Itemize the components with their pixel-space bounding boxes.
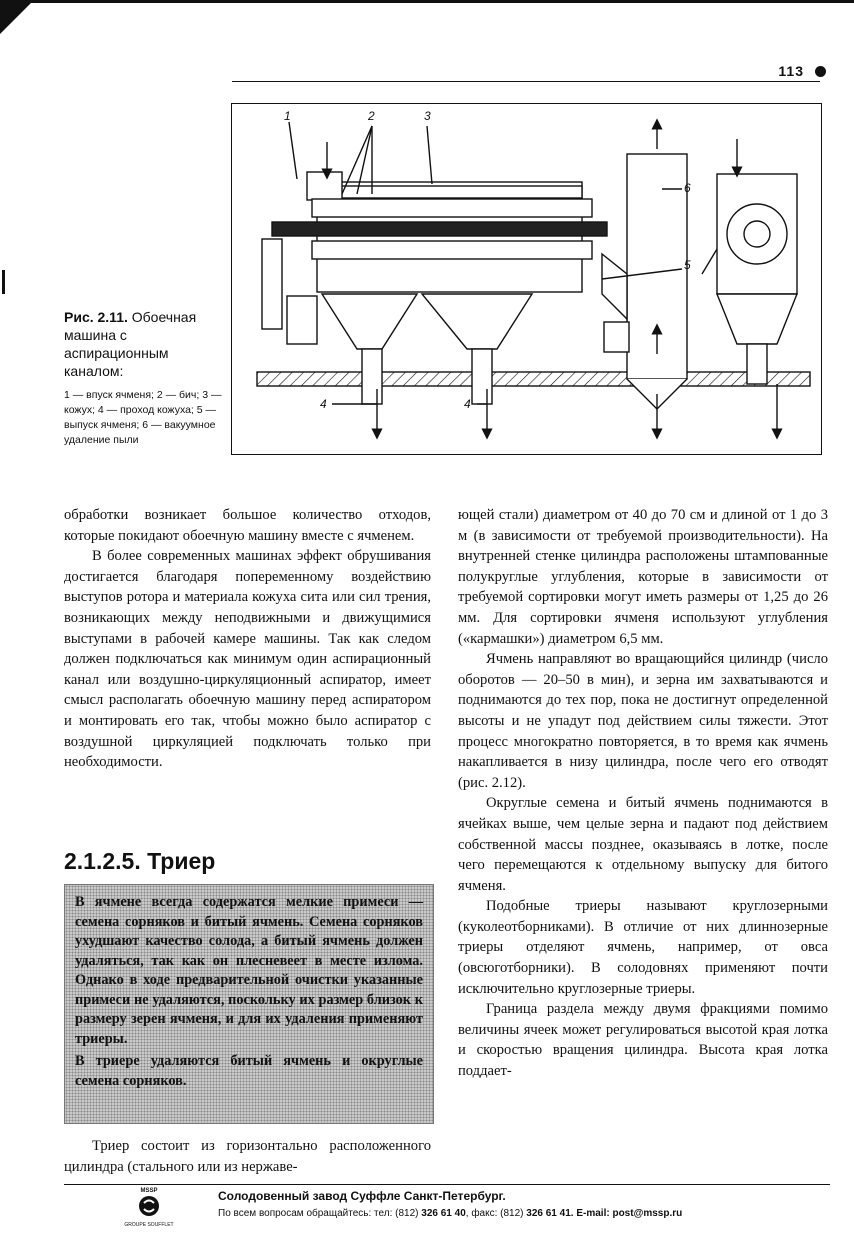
- page-number-bullet: [815, 66, 826, 77]
- section-heading: 2.1.2.5. Триер: [64, 848, 216, 874]
- paragraph: обработки возникает большое количество отходов, которые покидают обоечную машину вместе с ячменем.: [64, 507, 431, 544]
- callout-5: 5: [684, 258, 691, 272]
- paragraph: В более современных машинах эффект обрушивания достигается благодаря попеременному воздействию выступов ротора и материала кожуха сита или сил трения, возникающих между неподвижными и движущимися выступами в рабочей камере машины. Так как следом должен подключаться как минимум один аспирационный канал или воздушно-циркуляционный аспиратор, имеет смысл располагать обоечную машину перед аспиратором и монтировать его так, чтобы можно было аспиратор с воздушной циркуляцией подключать только при необходимости.: [64, 548, 431, 771]
- top-scan-edge: [0, 0, 854, 3]
- figure-caption-title: [64, 308, 224, 380]
- paragraph: Граница раздела между двумя фракциями помимо величины ячеек может регулироваться высотой края лотка и скоростью вращения цилиндра. Высота края лотка поддает-: [458, 1001, 828, 1080]
- left-column: [64, 505, 431, 773]
- callout-4a: 4: [320, 397, 327, 411]
- logo-bottom-text: GROUPE SOUFFLET: [124, 1222, 174, 1228]
- figure-legend: 1 — впуск ячменя; 2 — бич; 3 — кожух; 4 — проход кожуха; 5 — выпуск ячменя; 6 — вакуумное удаление пыли: [64, 389, 222, 446]
- footer-fax: 326 61 41: [526, 1208, 571, 1219]
- callout-6: 6: [684, 181, 691, 195]
- page-corner-mark: [0, 0, 34, 34]
- figure-2-11: [231, 103, 822, 455]
- right-column: [458, 505, 828, 1082]
- callout-2: 2: [368, 109, 375, 123]
- page-number: 113: [778, 63, 804, 79]
- hulling-machine-diagram: [232, 104, 821, 454]
- callout-1: 1: [284, 109, 291, 123]
- callout-4b: 4: [464, 397, 471, 411]
- header-rule: [232, 81, 820, 82]
- figure-caption: [64, 308, 224, 448]
- paragraph: ющей стали) диаметром от 40 до 70 см и длиной от 1 до 3 м (в зависимости от требуемой производительности). На внутренней стенке цилиндра расположены штампованные полукруглые углубления, которые в зависимости от требуемой сортировки могут иметь размеры от 1,25 до 26 мм. Для сортировки ячменя используют углубления («кармашки») диаметром 6,5 мм.: [458, 507, 828, 647]
- footer-company: Солодовенный завод Суффле Санкт-Петербург.: [218, 1189, 506, 1203]
- footer-contacts: [218, 1208, 682, 1219]
- footer-email: post@mssp.ru: [612, 1208, 683, 1219]
- paragraph: Триер состоит из горизонтально расположенного цилиндра (стального или из нержаве-: [64, 1138, 431, 1175]
- highlight-paragraph: В ячмене всегда содержатся мелкие примеси — семена сорняков и битый ячмень. Семена сорняков ухудшают качество солода, а битый ячмень должен удаляться, так как он плесневеет в месте излома. Однако в ходе предварительной очистки указанные примеси не удаляются, поскольку их размер близок к размеру зерен ячменя, и для их удаления применяют триеры.: [75, 894, 423, 1047]
- margin-mark: [2, 270, 5, 294]
- figure-label: Рис. 2.11.: [64, 309, 128, 325]
- footer-phone: 326 61 40: [421, 1208, 466, 1219]
- callout-3: 3: [424, 109, 431, 123]
- paragraph: Подобные триеры называют круглозерными (куколеотборниками). В отличие от них длиннозерные триеры отделяют ячмень, например, от овса (овсюготборники). В солодовнях применяют почти исключительно круглозерные триеры.: [458, 898, 828, 997]
- footer-fax-label: , факс: (812): [465, 1208, 524, 1219]
- left-column-bottom: [64, 1136, 431, 1177]
- footer-email-label: . E-mail:: [570, 1208, 610, 1219]
- highlight-paragraph: В триере удаляются битый ячмень и округлые семена сорняков.: [75, 1053, 423, 1089]
- company-logo: [118, 1184, 180, 1230]
- paragraph: Округлые семена и битый ячмень поднимаются в ячейках выше, чем целые зерна и падают под действием собственной массы позднее, оказываясь в лотке, после чего перемещаются к отдельному выпуску для битого ячменя.: [458, 795, 828, 894]
- highlight-box: [64, 884, 434, 1124]
- figure-title: Обоечная машина с аспирационным каналом:: [64, 309, 197, 379]
- paragraph: Ячмень направляют во вращающийся цилиндр (число оборотов — 20–50 в мин), и зерна им захватываются и поднимаются до тех пор, пока не достигнут определенной высоты и не упадут под действием силы тяжести. Этот процесс многократно повторяется, в то время как ячмень накапливается в низу цилиндра, после чего его отводят (рис. 2.12).: [458, 651, 828, 791]
- footer-contact-prefix: По всем вопросам обращайтесь: тел: (812): [218, 1208, 419, 1219]
- logo-top-text: MSSP: [140, 1188, 158, 1194]
